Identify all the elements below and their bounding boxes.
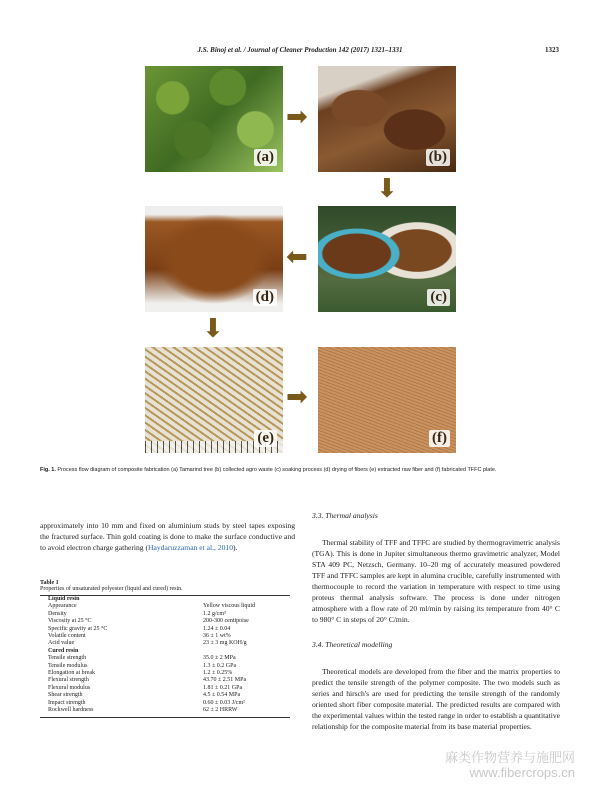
table-property: Tensile strength bbox=[48, 655, 87, 662]
citation-link[interactable]: Haydaruzzaman et al., 2010 bbox=[148, 543, 234, 552]
watermark bbox=[445, 750, 575, 780]
panel-d-label: (d) bbox=[253, 289, 277, 306]
table-value: 43.70 ± 2.51 MPa bbox=[203, 677, 247, 684]
table-row bbox=[40, 633, 290, 640]
section-3-4-body: Theoretical models are developed from the fiber and the matrix properties to predict the tensile strength of the polymer composite. The two models such as series and hirsch's are used for predicting the tensile strength of the randomly oriented short fiber composite material. The predicted results are compared with the experimental values within the tested range in order to establish a quantitative relationship for the composite material from its base material properties. bbox=[312, 667, 560, 731]
table-value: 23 ± 3 mg KOH/g bbox=[203, 640, 247, 647]
table-row bbox=[40, 692, 290, 699]
table-value: 62 ± 2 HRRW bbox=[203, 707, 238, 714]
table-row bbox=[40, 685, 290, 692]
watermark-line-2: www.fibercrops.cn bbox=[469, 765, 575, 780]
table-property: Tensile modulus bbox=[48, 662, 88, 669]
left-paragraph: approximately into 10 mm and fixed on aluminium studs by steel tapes exposing the fractured surface. Thin gold coating is done to make the surface conductive and to avoid electron charge gathering ( bbox=[40, 521, 295, 552]
panel-f-label: (f) bbox=[429, 430, 450, 447]
table-row bbox=[40, 640, 290, 647]
section-3-3-title: 3.3. Thermal analysis bbox=[312, 511, 378, 520]
table-row bbox=[40, 618, 290, 625]
table-value: 1.3 ± 0.2 GPa bbox=[203, 662, 237, 669]
table-property: Liquid resin bbox=[48, 596, 80, 602]
table-row bbox=[40, 700, 290, 707]
table-property: Impact strength bbox=[48, 699, 86, 706]
table-property: Acid value bbox=[48, 640, 75, 647]
table-property: Appearance bbox=[48, 603, 77, 610]
table-value: 0.60 ± 0.03 J/cm² bbox=[203, 699, 245, 706]
figure-caption bbox=[40, 466, 560, 474]
panel-c-soaking bbox=[318, 206, 456, 312]
table-subheading bbox=[40, 596, 290, 603]
table-value: 1.2 ± 0.25% bbox=[203, 670, 233, 677]
panel-a-label: (a) bbox=[254, 149, 278, 166]
table-row bbox=[40, 626, 290, 633]
panel-a-tamarind-tree bbox=[145, 66, 283, 172]
table-property: Cured resin bbox=[48, 647, 79, 654]
panel-e-raw-fiber bbox=[145, 347, 283, 453]
table-value: 200-300 centipoise bbox=[203, 618, 249, 625]
table-property: Specific gravity at 25 °C bbox=[48, 625, 108, 632]
table-property: Density bbox=[48, 610, 67, 617]
panel-b-agro-waste bbox=[318, 66, 456, 172]
arrow-right-icon: ➡ bbox=[286, 382, 308, 412]
table-row bbox=[40, 603, 290, 610]
panel-d-drying-fibers bbox=[145, 206, 283, 312]
table-property: Elongation at break bbox=[48, 670, 95, 677]
table-property: Flexural strength bbox=[48, 677, 89, 684]
table-subheading bbox=[40, 648, 290, 655]
arrow-right-icon: ➡ bbox=[286, 102, 308, 132]
page-number: 1323 bbox=[545, 46, 559, 54]
table-value: 1.24 ± 0.04 bbox=[203, 625, 231, 632]
table-row bbox=[40, 707, 290, 714]
figure-caption-text: Process flow diagram of composite fabrication (a) Tamarind tree (b) collected agro waste (c) soaking process (d) drying of fibers (e) extracted raw fiber and (f) fabricated TFFC plate. bbox=[57, 467, 497, 473]
arrow-down-icon: ⬇ bbox=[202, 314, 224, 344]
table-value: 1.81 ± 0.21 GPa bbox=[203, 684, 243, 691]
running-header bbox=[0, 46, 595, 60]
table-property: Volatile content bbox=[48, 633, 86, 640]
table-value: 36 ± 1 wt% bbox=[203, 633, 231, 640]
table-property: Rockwell hardness bbox=[48, 707, 94, 714]
section-3-3-body: Thermal stability of TFF and TFFC are studied by thermogravimetric analysis (TGA). This is done in Jupiter simultaneous thermo gravimetric analyzer, Model STA 409 PC, Netzsch, Germany. 10–20 mg of accurately measured powdered TFF and TFFC samples are kept in alumina crucible, carefully instrumented with thermocouple to record the variation in temperature with respect to time using proteus thermal analysis software. The process is done under nitrogen atmosphere with a flow rate of 20 ml/min by raising its temperature from 40° C to 980° C in steps of 20° C/min. bbox=[312, 538, 560, 624]
section-3-4-title: 3.4. Theoretical modelling bbox=[312, 640, 393, 649]
table-value: Yellow viscous liquid bbox=[203, 603, 256, 610]
table-row bbox=[40, 677, 290, 684]
table-rows bbox=[40, 596, 290, 715]
journal-citation: J.S. Binoj et al. / Journal of Cleaner Production 142 (2017) 1321–1331 bbox=[197, 46, 403, 54]
panel-f-tffc-plate bbox=[318, 347, 456, 453]
table-row bbox=[40, 663, 290, 670]
arrow-down-icon: ⬇ bbox=[376, 174, 398, 204]
left-paragraph-end: ). bbox=[233, 543, 238, 552]
arrow-left-icon: ⬅ bbox=[286, 242, 308, 272]
panel-b-label: (b) bbox=[426, 149, 450, 166]
figure-caption-lead: Fig. 1. bbox=[40, 467, 56, 473]
table-value: 1.2 g/cm³ bbox=[203, 610, 226, 617]
table-row bbox=[40, 670, 290, 677]
table-value: 35.0 ± 2 MPa bbox=[203, 655, 236, 662]
panel-c-label: (c) bbox=[427, 289, 450, 306]
table-property: Flexural modulus bbox=[48, 684, 91, 691]
watermark-line-1: 麻类作物营养与施肥网 bbox=[444, 750, 575, 765]
table-value: 4.5 ± 0.54 MPa bbox=[203, 692, 241, 699]
table-property: Shear strength bbox=[48, 692, 83, 699]
table-number: Table 1 bbox=[40, 580, 59, 586]
left-column bbox=[40, 520, 295, 553]
table-1 bbox=[40, 580, 290, 718]
right-column bbox=[312, 510, 560, 746]
panel-e-label: (e) bbox=[254, 430, 277, 447]
table-row bbox=[40, 655, 290, 662]
process-flow-figure bbox=[140, 66, 470, 458]
table-property: Viscosity at 25 °C bbox=[48, 618, 92, 625]
table-caption: Properties of unsaturated polyester (liquid and cured) resin. bbox=[40, 586, 183, 592]
